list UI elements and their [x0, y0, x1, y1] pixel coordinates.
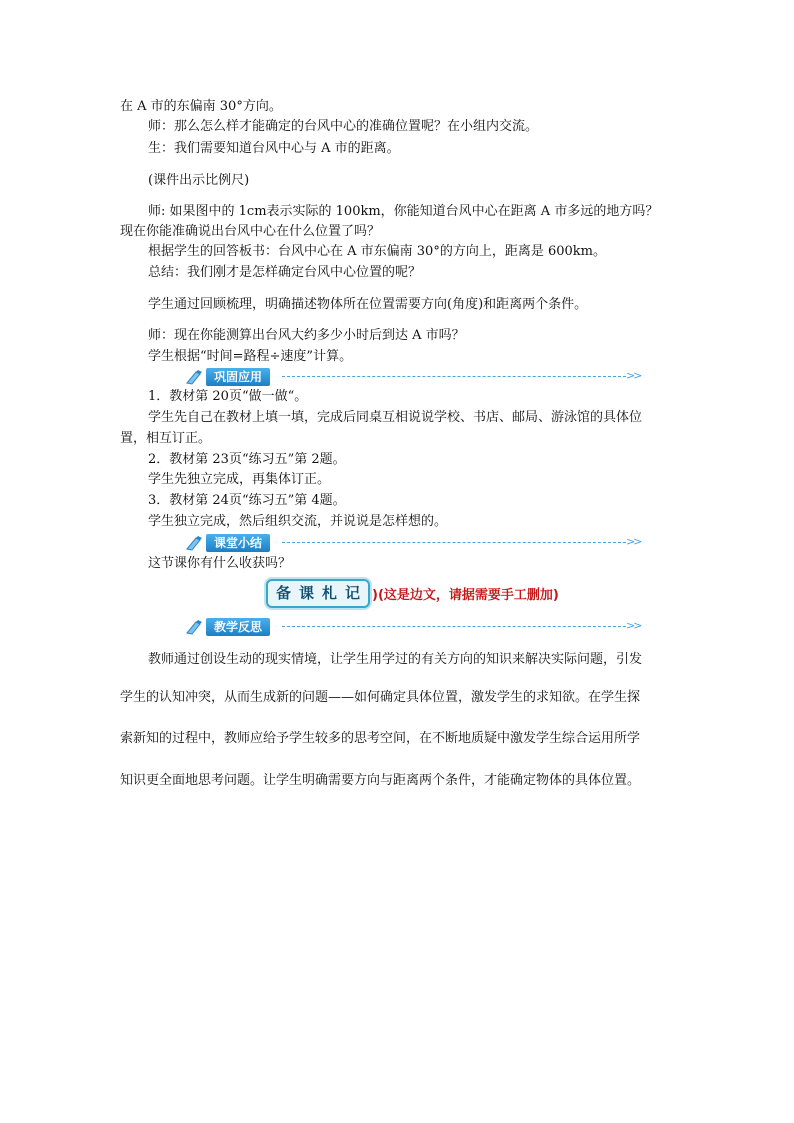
- student-line: 学生根据“时间=路程÷速度”计算。: [148, 349, 353, 364]
- arrow-icon: >>: [626, 619, 641, 632]
- list-item-text: 置，相互订正。: [120, 431, 212, 446]
- pen-icon: [186, 535, 204, 551]
- stamp-char: 课: [298, 584, 314, 602]
- section-header-consolidate: [186, 367, 646, 387]
- dashed-divider: [282, 542, 626, 543]
- teacher-line: 师：现在你能测算出台风大约多少小时后到达 A 市吗？: [148, 328, 465, 343]
- arrow-icon: >>: [626, 369, 641, 382]
- list-item: 3．教材第 24页“练习五”第 4题。: [148, 493, 346, 508]
- student-line: 生：我们需要知道台风中心与 A 市的距离。: [148, 141, 400, 156]
- section-title: 教学反思: [206, 618, 270, 636]
- text-line: 学生通过回顾梳理，明确描述物体所在位置需要方向(角度)和距离两个条件。: [148, 297, 588, 312]
- section-title: 巩固应用: [206, 368, 270, 386]
- reflection-line: 教师通过创设生动的现实情境，让学生用学过的有关方向的知识来解决实际问题，引发: [148, 652, 643, 667]
- courseware-note: (课件出示比例尺): [148, 173, 250, 188]
- section-header-summary: [186, 533, 646, 553]
- stamp-char: 备: [275, 584, 291, 602]
- side-note-text: )(这是边文，请据需要手工删加): [372, 588, 559, 603]
- text-line: 在 A 市的东偏南 30°方向。: [120, 99, 282, 114]
- board-line: 根据学生的回答板书：台风中心在 A 市东偏南 30°的方向上，距离是 600km。: [148, 244, 606, 259]
- section-title: 课堂小结: [206, 534, 270, 552]
- stamp-char: 札: [321, 584, 337, 602]
- text-line: 现在你能准确说出台风中心在什么位置了吗？: [120, 224, 381, 239]
- reflection-line: 学生的认知冲突，从而生成新的问题——如何确定具体位置，激发学生的求知欲。在学生探: [120, 690, 641, 705]
- summary-line: 总结：我们刚才是怎样确定台风中心位置的呢？: [148, 265, 422, 280]
- stamp-badge: [266, 579, 370, 608]
- list-item: 1．教材第 20页“做一做“。: [148, 389, 308, 404]
- section-header-reflection: [186, 617, 646, 637]
- pen-icon: [186, 619, 204, 635]
- dashed-divider: [282, 376, 626, 377]
- pen-icon: [186, 369, 204, 385]
- lesson-notes-stamp: [266, 579, 559, 608]
- reflection-line: 索新知的过程中，教师应给予学生较多的思考空间，在不断地质疑中激发学生综合运用所学: [120, 731, 641, 746]
- dashed-divider: [282, 626, 626, 627]
- list-item-text: 学生先自己在教材上填一填，完成后同桌互相说说学校、书店、邮局、游泳馆的具体位: [148, 410, 643, 425]
- list-item: 2．教材第 23页“练习五”第 2题。: [148, 452, 346, 467]
- teacher-line: 师: 如果图中的 1cm表示实际的 100km，你能知道台风中心在距离 A 市多远的地方吗？: [148, 204, 659, 219]
- list-item-text: 学生独立完成，然后组织交流，并说说是怎样想的。: [148, 514, 448, 529]
- arrow-icon: >>: [626, 535, 641, 548]
- reflection-line: 知识更全面地思考问题。让学生明确需要方向与距离两个条件，才能确定物体的具体位置。: [120, 773, 641, 788]
- stamp-char: 记: [344, 584, 360, 602]
- list-item-text: 学生先独立完成，再集体订正。: [148, 472, 331, 487]
- summary-question: 这节课你有什么收获吗？: [148, 556, 292, 571]
- teacher-line: 师：那么怎么样才能确定的台风中心的准确位置呢？在小组内交流。: [148, 119, 539, 134]
